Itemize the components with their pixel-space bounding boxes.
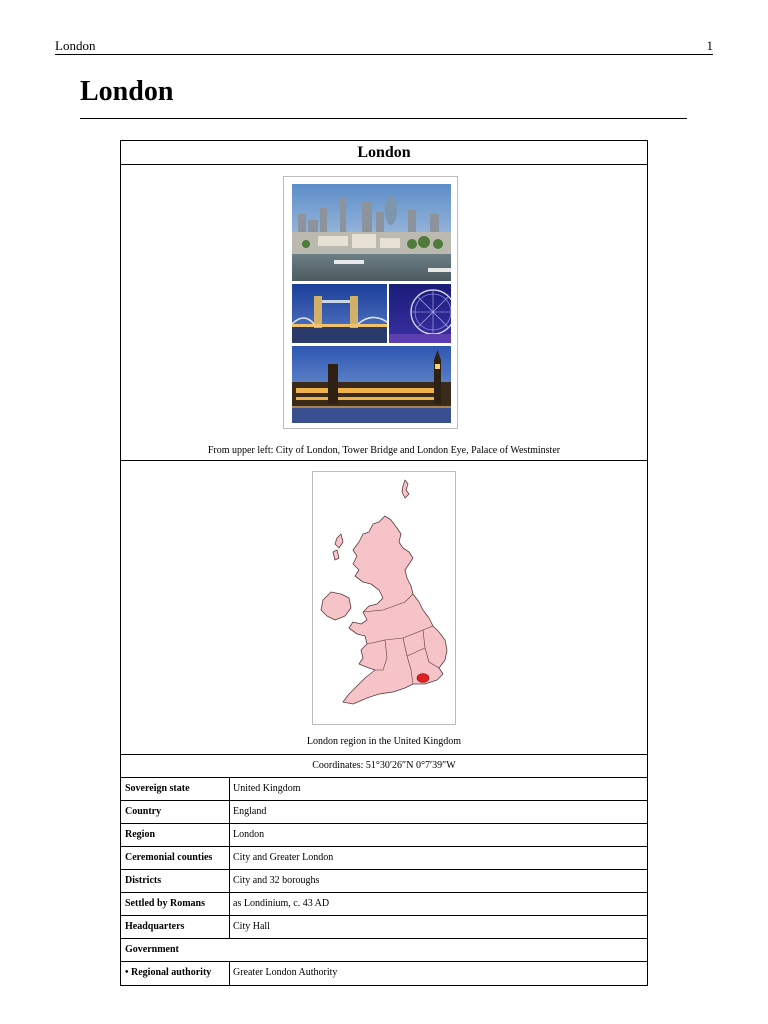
row-value[interactable]: London [233,829,265,840]
row-label: • Regional authority [121,962,230,985]
uk-locator-map[interactable] [312,471,456,725]
montage-photos [292,184,451,423]
title-rule [80,118,687,119]
palace-of-westminster-photo [292,346,451,423]
shetland-shape [402,480,409,498]
infobox-map-cell [121,461,647,755]
row-label: Headquarters [121,916,230,938]
infobox-title: London [121,141,647,165]
row-region [121,824,647,847]
row-value[interactable]: England [233,806,267,817]
row-headquarters [121,916,647,939]
row-value[interactable]: Greater London Authority [233,967,338,978]
coordinates[interactable]: Coordinates: 51°30′26″N 0°7′39″W [121,755,647,778]
row-label: Districts [121,870,230,892]
row-settled-by-romans [121,893,647,916]
map-svg [313,472,455,724]
great-britain-shape [343,516,447,704]
row-ceremonial-counties [121,847,647,870]
image-caption: From upper left: City of London, Tower Bridge and London Eye, Palace of Westminster [207,445,561,456]
row-country [121,801,647,824]
page-number: 1 [706,38,713,53]
row-label: Sovereign state [121,778,230,800]
row-value[interactable]: City and 32 boroughs [233,875,320,886]
row-label: Region [121,824,230,846]
infobox [120,140,648,986]
row-label: Country [121,801,230,823]
row-value[interactable]: United Kingdom [233,783,301,794]
row-districts [121,870,647,893]
row-value[interactable]: City and Greater London [233,852,334,863]
infobox-image-cell [121,165,647,461]
map-caption: London region in the United Kingdom [306,736,462,747]
london-eye-photo [389,284,451,343]
row-regional-authority [121,962,647,985]
london-montage-image[interactable] [283,176,458,429]
northern-ireland-shape [321,592,351,620]
running-header [55,36,713,55]
page-title: London [80,76,174,107]
row-value[interactable]: City Hall [233,921,270,932]
london-highlight [417,674,429,683]
tower-bridge-photo [292,284,387,343]
city-of-london-photo [292,184,451,281]
section-government: Government [121,939,647,962]
running-title: London [55,38,96,53]
row-value[interactable]: as Londinium, c. 43 AD [233,898,330,909]
row-sovereign-state [121,778,647,801]
row-label: Ceremonial counties [121,847,230,869]
row-label: Settled by Romans [121,893,230,915]
